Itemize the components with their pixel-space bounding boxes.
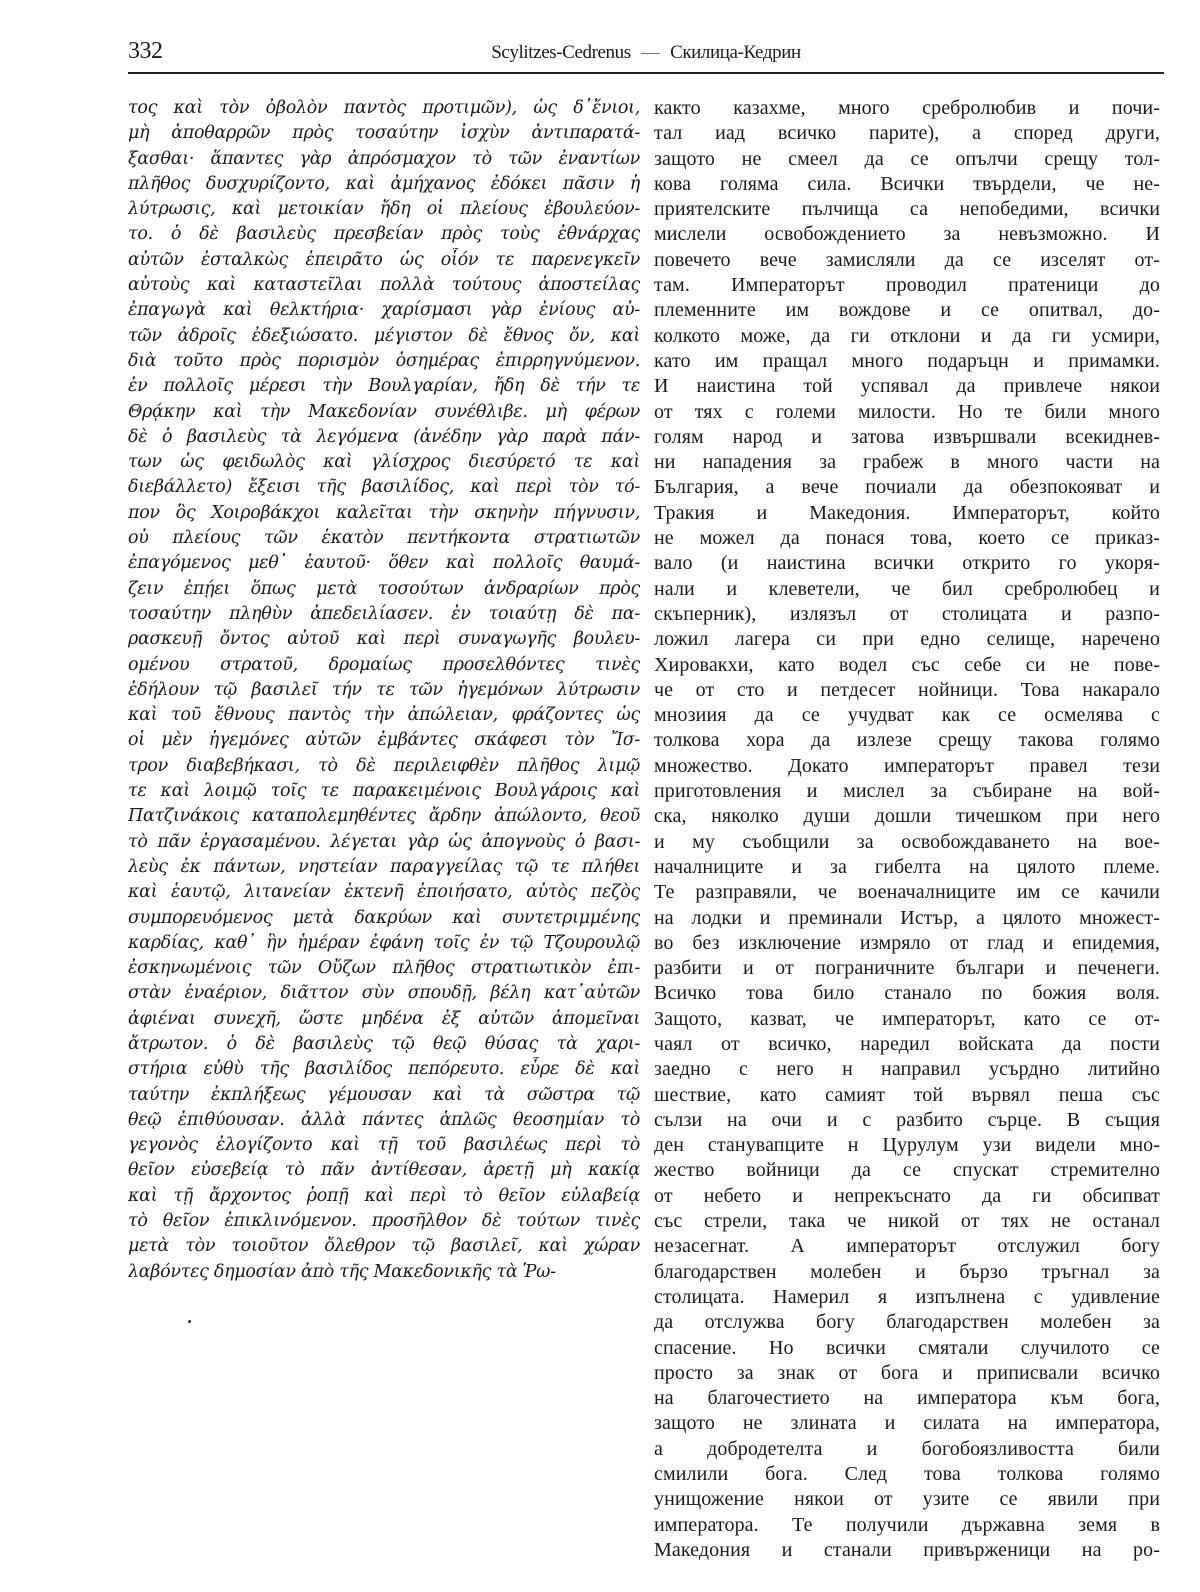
text-line: И наистина той успявал да привлече някои <box>654 375 1160 398</box>
text-line: заедно с него н направил усърдно литийно <box>654 1058 1160 1081</box>
text-line: Защото, казват, че императорът, като се от- <box>654 1007 1160 1030</box>
header-rule <box>128 72 1164 74</box>
text-line: началниците и за гибелта на цялото племе. <box>654 855 1160 878</box>
text-line: οὐ πλείους τῶν ἑκατὸν πεντήκοντα στρατιωτῶν <box>128 528 640 549</box>
text-line: τοσαύτην πληθὺν ἀπεδειλίασεν. ἐν τοιαύτῃ δὲ πα- <box>128 603 640 624</box>
text-line: Те разправяли, че военачалниците им се качили <box>654 881 1160 904</box>
text-line: ρασκευῇ ὄντος αὐτοῦ καὶ περὶ συναγωγῆς βουλευ- <box>128 629 640 650</box>
text-line: императора. Те получили държавна земя в <box>654 1513 1160 1536</box>
text-line: αὐτῶν ἐσταλκὼς ἐπειρᾶτο ὡς οἷόν τε παρενεγκεῖν <box>128 249 640 270</box>
text-line: приготовления и мислел за събиране на вой- <box>654 780 1160 803</box>
text-line: διὰ τοῦτο πρὸς πορισμὸν ὁσημέρας ἐπιρρηγνύμενον. <box>128 350 640 371</box>
text-line: Θρᾴκην καὶ τὴν Μακεδονίαν συνέθλιβε. μὴ φέρων <box>128 401 640 422</box>
text-line: Πατζινάκοις καταπολεμηθέντες ἄρδην ἀπώλοντο, θεοῦ <box>128 806 640 827</box>
text-line: Всичко това било станало по божия воля. <box>654 982 1160 1005</box>
page-number: 332 <box>128 38 163 64</box>
title-separator: — <box>641 42 660 63</box>
scan-speck <box>188 1320 191 1323</box>
text-line: Македония и станали привърженици на ро- <box>654 1538 1160 1561</box>
running-title <box>128 42 1164 64</box>
text-line: нали и клеветели, че бил сребролюбец и <box>654 577 1160 600</box>
text-line: като им пращал много подаръцн и примамки. <box>654 349 1160 372</box>
text-line: незасегнат. А императорът отслужил богу <box>654 1235 1160 1258</box>
text-line: ἐν πολλοῖς μέρεσι τὴν Βουλγαρίαν, ἤδη δὲ τήν τε <box>128 376 640 397</box>
text-line: πλῆθος δυσχυρίζοντο, καὶ ἀμήχανος ἐδόκει πᾶσιν ἡ <box>128 173 640 194</box>
text-line: πον ὃς Χοιροβάκχοι καλεῖται τὴν σκηνὴν πήγνυσιν, <box>128 502 640 523</box>
text-line: θεῖον εὐσεβείᾳ τὸ πᾶν ἀντίθεσαν, ἀρετῇ μὴ κακίᾳ <box>128 1160 640 1181</box>
text-line: чаял от всичко, наредил войската да пости <box>654 1032 1160 1055</box>
text-line: οἱ μὲν ἡγεμόνες αὐτῶν ἐμβάντες σκάφεσι τὸν Ἴσ- <box>128 730 640 751</box>
text-line: вало (и наистина всички открито го укоря- <box>654 552 1160 575</box>
text-line: θεῷ ἐπιθύουσαν. ἀλλὰ πάντες ἁπλῶς θεοσημίαν τὸ <box>128 1109 640 1130</box>
text-line: Тракия и Македония. Императорът, който <box>654 501 1160 524</box>
text-line: голям народ и затова извършвали всекиднев- <box>654 425 1160 448</box>
text-line: μετὰ τὸν τοιοῦτον ὄλεθρον τῷ βασιλεῖ, καὶ χώραν <box>128 1236 640 1257</box>
text-line: спасение. Но всички смятали случилото се <box>654 1336 1160 1359</box>
text-line: ден станувапците н Цурулум узи видели мно- <box>654 1134 1160 1157</box>
text-line: στὰν ἐναέριον, διᾶττον σὺν σπουδῇ, βέλη κατ᾽αὐτῶν <box>128 983 640 1004</box>
text-line: των ὡς φειδωλὸς καὶ γλίσχρος διεσύρετό τε καὶ <box>128 452 640 473</box>
text-line: както казахме, много сребролюбив и почи- <box>654 97 1160 119</box>
text-line: защото не злината и силата на императора, <box>654 1412 1160 1435</box>
text-line: ἐπαγωγὰ καὶ θελκτήρια· χαρίσμασι γὰρ ἐνίους αὐ- <box>128 300 640 321</box>
text-line: καὶ ἑαυτῷ, λιτανείαν ἐκτενῆ ἐποιήσατο, αὐτὸς πεζὸς <box>128 882 640 903</box>
text-line: жество войници да се спускат стремително <box>654 1159 1160 1182</box>
text-line: унищожение някои от узите се явили при <box>654 1488 1160 1511</box>
text-line: на лодки и преминали Истър, а цялото множест- <box>654 906 1160 929</box>
text-line: λεὺς ἐκ πάντων, νηστείαν παραγγείλας τῷ τε πλήθει <box>128 856 640 877</box>
text-line: во без изключение измряло от глад и епидемия, <box>654 931 1160 954</box>
text-line: колкото може, да ги отклони и да ги усмири, <box>654 324 1160 347</box>
bulgarian-translation-column <box>654 96 1160 1563</box>
text-line: племенните им вождове и се опитвал, до- <box>654 299 1160 322</box>
text-line: ἐπαγόμενος μεθ᾽ ἑαυτοῦ· ὅθεν καὶ πολλοῖς θαυμά- <box>128 553 640 574</box>
greek-text-column <box>128 96 640 1285</box>
text-line: смилили бога. След това толкова голямо <box>654 1463 1160 1486</box>
text-line: ομένου στρατοῦ, δρομαίως προσελθόντες τινὲς <box>128 654 640 675</box>
text-line: от тях с големи милости. Но те били много <box>654 400 1160 423</box>
text-line: ταύτην ἐκπλήξεως γέμουσαν καὶ τὰ σῶστρα τῷ <box>128 1084 640 1105</box>
text-line: множество. Докато императорът правел тези <box>654 754 1160 777</box>
text-line: αὐτοὺς καὶ καταστεῖλαι πολλὰ τούτους ἀποστείλας <box>128 275 640 296</box>
text-line: τρον διαβεβήκασι, τὸ δὲ περιλειφθὲν πλῆθος λιμῷ <box>128 755 640 776</box>
text-line: ἐδήλουν τῷ βασιλεῖ τήν τε τῶν ἡγεμόνων λύτρωσιν <box>128 679 640 700</box>
text-line: на благочестието на императора към бога, <box>654 1387 1160 1410</box>
text-line: и му съобщили за освобождаването на вое- <box>654 830 1160 853</box>
text-line: повечето вече замисляли да се изселят от- <box>654 248 1160 271</box>
text-line: ἀφιέναι συνεχῆ, ὥστε μηδένα ἐξ αὐτῶν ἀπομεῖναι <box>128 1008 640 1029</box>
text-line: τος καὶ τὸν ὀβολὸν παντὸς προτιμῶν), ὡς δ᾽ἔνιοι, <box>128 98 640 118</box>
text-line: τὸ θεῖον ἐπικλινόμενον. προσῆλθον δὲ τούτων τινὲς <box>128 1211 640 1232</box>
text-line: καὶ τοῦ ἔθνους παντὸς τὴν ἀπώλειαν, φράζοντες ὡς <box>128 705 640 726</box>
running-header <box>128 38 1164 74</box>
text-line: кова голяма сила. Всички твърдели, че не- <box>654 172 1160 195</box>
text-line: ἐσκηνωμένοις τῶν Οὔζων πλῆθος στρατιωτικὸν ἐπι- <box>128 958 640 979</box>
text-line: просто за знак от бога и приписвали всичко <box>654 1361 1160 1384</box>
text-line: τὸ πᾶν ἐργασαμένου. λέγεται γὰρ ὡς ἀπογνοὺς ὁ βασι- <box>128 831 640 852</box>
text-line: не можел да понася това, което се приказ- <box>654 527 1160 550</box>
text-line: а добродетелта и богобоязливостта били <box>654 1437 1160 1460</box>
text-line: συμπορευόμενος μετὰ δακρύων καὶ συντετριμμένης <box>128 907 640 928</box>
text-line: България, а вече почиали да обезпокояват и <box>654 476 1160 499</box>
text-line: скъперник), излязъл от столицата и разпо- <box>654 602 1160 625</box>
text-line: λαβόντες δημοσίαν ἀπὸ τῆς Μακεδονικῆς τὰ Ῥω- <box>128 1261 556 1282</box>
text-line: το. ὁ δὲ βασιλεὺς πρεσβείαν πρὸς τοὺς ἐθνάρχας <box>128 224 640 245</box>
text-line: λύτρωσις, καὶ μετοικίαν ἤδη οἱ πλείους ἐβουλεύον- <box>128 199 640 220</box>
text-line: там. Императорът проводил пратеници до <box>654 274 1160 297</box>
text-line: тал иад всичко парите), а според други, <box>654 122 1160 145</box>
text-line: мислели освобождението за невъзможно. И <box>654 223 1160 246</box>
text-line: γεγονὸς ἐλογίζοντο καὶ τῇ τοῦ βασιλέως περὶ τὸ <box>128 1135 640 1156</box>
text-line: защото не смеел да се опълчи срещу тол- <box>654 147 1160 170</box>
title-latin: Scylitzes-Cedrenus <box>491 42 631 63</box>
text-line: τε καὶ λοιμῷ τοῖς τε παρακειμένοις Βουλγάροις καὶ <box>128 781 640 802</box>
text-line: ска, няколко души дошли тичешком при него <box>654 805 1160 828</box>
text-line: ἄτρωτον. ὁ δὲ βασιλεὺς τῷ θεῷ θύσας τὰ χαρι- <box>128 1033 640 1054</box>
text-line: столицата. Намерил я изпълнена с удивление <box>654 1285 1160 1308</box>
text-line: сълзи на очи и с разбито сърце. В същия <box>654 1108 1160 1131</box>
text-line: мнозиия да се учудват как се осмелява с <box>654 704 1160 727</box>
text-line: от небето и непрекъснато да ги обсипват <box>654 1184 1160 1207</box>
text-line: καὶ τῇ ἄρχοντος ῥοπῇ καὶ περὶ τὸ θεῖον εὐλαβείᾳ <box>128 1185 640 1206</box>
title-cyrillic: Скилица-Кедрин <box>670 42 801 63</box>
text-line: Хировакхи, като водел със себе си не пове- <box>654 653 1160 676</box>
text-line: μὴ ἀποθαρρῶν πρὸς τοσαύτην ἰσχὺν ἀντιπαρατά- <box>128 123 640 144</box>
text-line: разбити и от пограничните българи и печенеги. <box>654 957 1160 980</box>
text-line: със стрели, така че никой от тях не останал <box>654 1210 1160 1233</box>
text-line: καρδίας, καθ᾽ ἣν ἡμέραν ἐφάνη τοῖς ἐν τῷ Τζουρουλῷ <box>128 932 640 953</box>
text-line: приятелските пълчища са непобедими, всички <box>654 198 1160 221</box>
text-line: στήρια εὐθὺ τῆς βασιλίδος πεπόρευτο. εὗρε δὲ καὶ <box>128 1059 640 1080</box>
text-line: δὲ ὁ βασιλεὺς τὰ λεγόμενα (ἀνέδην γὰρ παρὰ πάν- <box>128 426 640 447</box>
text-line: ни нападения за грабеж в много части на <box>654 451 1160 474</box>
text-line: шествие, като самият той вървял пеша със <box>654 1083 1160 1106</box>
text-line: че от сто и петдесет нойници. Това накарало <box>654 678 1160 701</box>
text-line: διεβάλλετο) ἔξεισι τῆς βασιλίδος, καὶ περὶ τὸν τό- <box>128 477 640 498</box>
text-line: ложил лагера си при едно селище, наречено <box>654 628 1160 651</box>
text-line: τῶν ἀδροῖς ἐδεξιώσατο. μέγιστον δὲ ἔθνος ὄν, καὶ <box>128 325 640 346</box>
text-line: да отслужва богу благодарствен молебен за <box>654 1311 1160 1334</box>
text-line: благодарствен молебен и бързо тръгнал за <box>654 1260 1160 1283</box>
text-line: толкова хора да излезе срещу такова голямо <box>654 729 1160 752</box>
text-line: ξασθαι· ἅπαντες γὰρ ἀπρόσμαχον τὸ τῶν ἐναντίων <box>128 148 640 169</box>
text-line: ζειν ἐπῄει ὅπως μετὰ τοσούτων ἀνδραρίων πρὸς <box>128 578 640 599</box>
